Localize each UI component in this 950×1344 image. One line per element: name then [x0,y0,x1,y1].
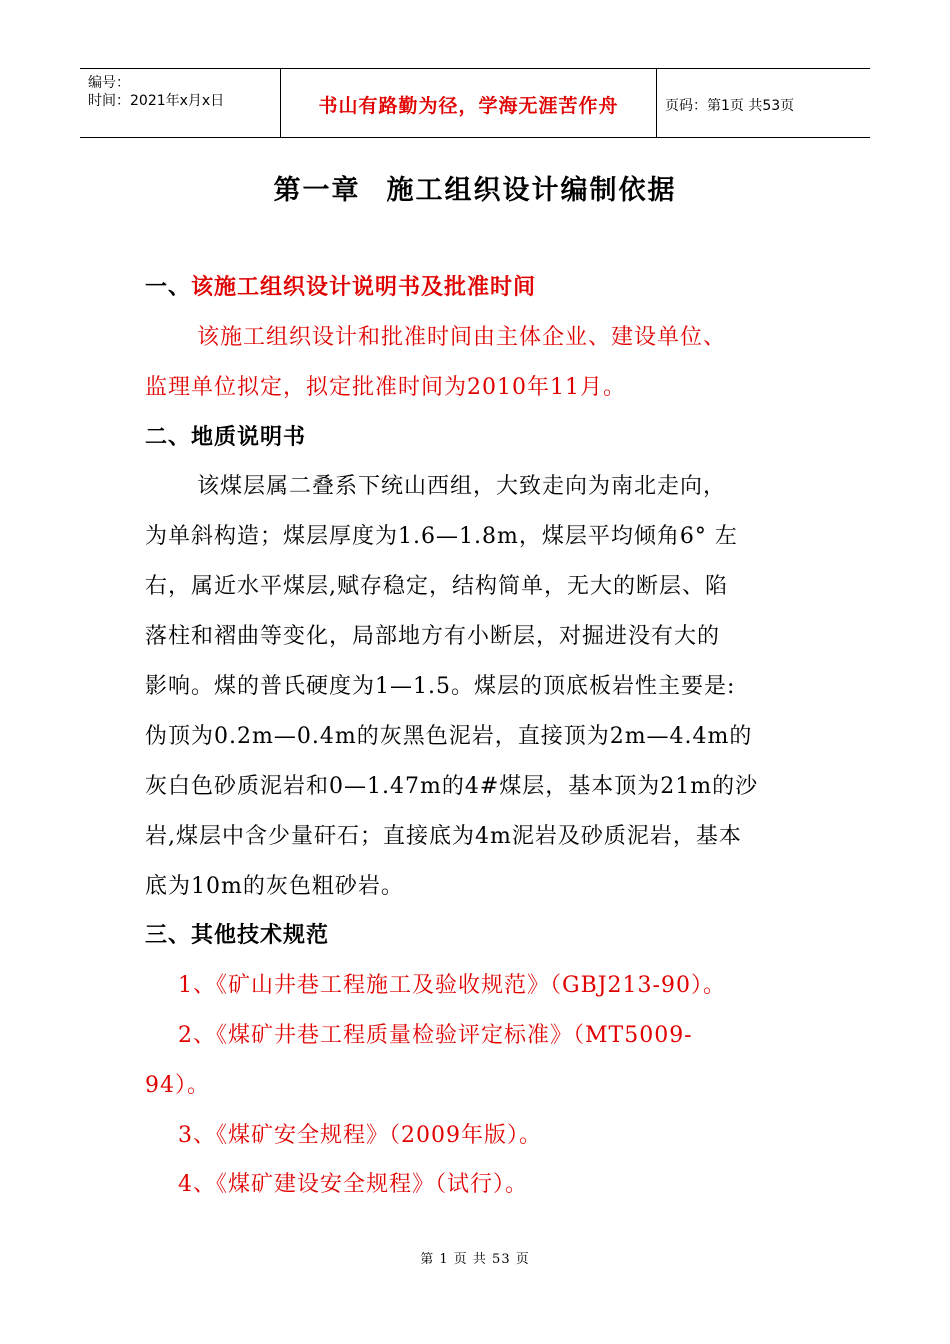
section1-paragraph-line: 监理单位拟定，拟定批准时间为2010年11月。 [145,375,626,400]
document-number-label: 编号： [88,75,130,91]
document-time-label: 时间：2021年x月x日 [88,93,225,109]
standard-list-item: 3、《煤矿安全规程》（2009年版）。 [178,1123,542,1148]
chapter-name: 施工组织设计编制依据 [386,175,677,206]
document-header [80,68,870,138]
section2-paragraph-line: 岩,煤层中含少量矸石；直接底为4m泥岩及砂质泥岩，基本 [145,824,742,849]
section1-heading-text: 该施工组织设计说明书及批准时间 [191,275,537,300]
section2-paragraph-line: 伪顶为0.2m—0.4m的灰黑色泥岩，直接顶为2m—4.4m的 [145,724,753,749]
header-page-cell [655,69,870,137]
section2-paragraph-line: 灰白色砂质泥岩和0—1.47m的4#煤层，基本顶为21m的沙 [145,774,759,799]
header-motto-cell [280,69,657,137]
section2-heading: 二、地质说明书 [145,425,307,450]
standard-list-item-continuation: 94）。 [145,1073,210,1098]
header-meta-cell [80,69,280,137]
section2-paragraph-line: 底为10m的灰色粗砂岩。 [145,874,404,899]
section1-heading [145,270,536,301]
standard-list-item: 1、《矿山井巷工程施工及验收规范》（GBJ213-90）。 [178,973,726,998]
section2-paragraph-line: 右，属近水平煤层,赋存稳定，结构简单，无大的断层、陷 [145,574,728,599]
section2-paragraph-line: 该煤层属二叠系下统山西组，大致走向为南北走向， [197,474,727,499]
standard-list-item: 2、《煤矿井巷工程质量检验评定标准》（MT5009- [178,1023,693,1048]
section2-paragraph-line: 落柱和褶曲等变化，局部地方有小断层，对掘进没有大的 [145,624,721,649]
chapter-number: 第一章 [273,175,361,206]
standard-list-item: 4、《煤矿建设安全规程》（试行）。 [178,1172,528,1197]
section2-paragraph-line: 影响。煤的普氏硬度为1—1.5。煤层的顶底板岩性主要是: [145,674,736,699]
header-motto: 书山有路勤为径，学海无涯苦作舟 [318,95,619,117]
section2-paragraph-line: 为单斜构造；煤层厚度为1.6—1.8m，煤层平均倾角6° 左 [145,524,738,549]
section1-paragraph-line: 该施工组织设计和批准时间由主体企业、建设单位、 [197,325,727,350]
header-page-label: 页码：第1页 共53页 [665,98,795,114]
chapter-title [0,168,950,207]
page-footer: 第 1 页 共 53 页 [420,1252,530,1267]
section1-heading-number: 一、 [145,275,192,300]
section3-heading: 三、其他技术规范 [145,923,330,948]
